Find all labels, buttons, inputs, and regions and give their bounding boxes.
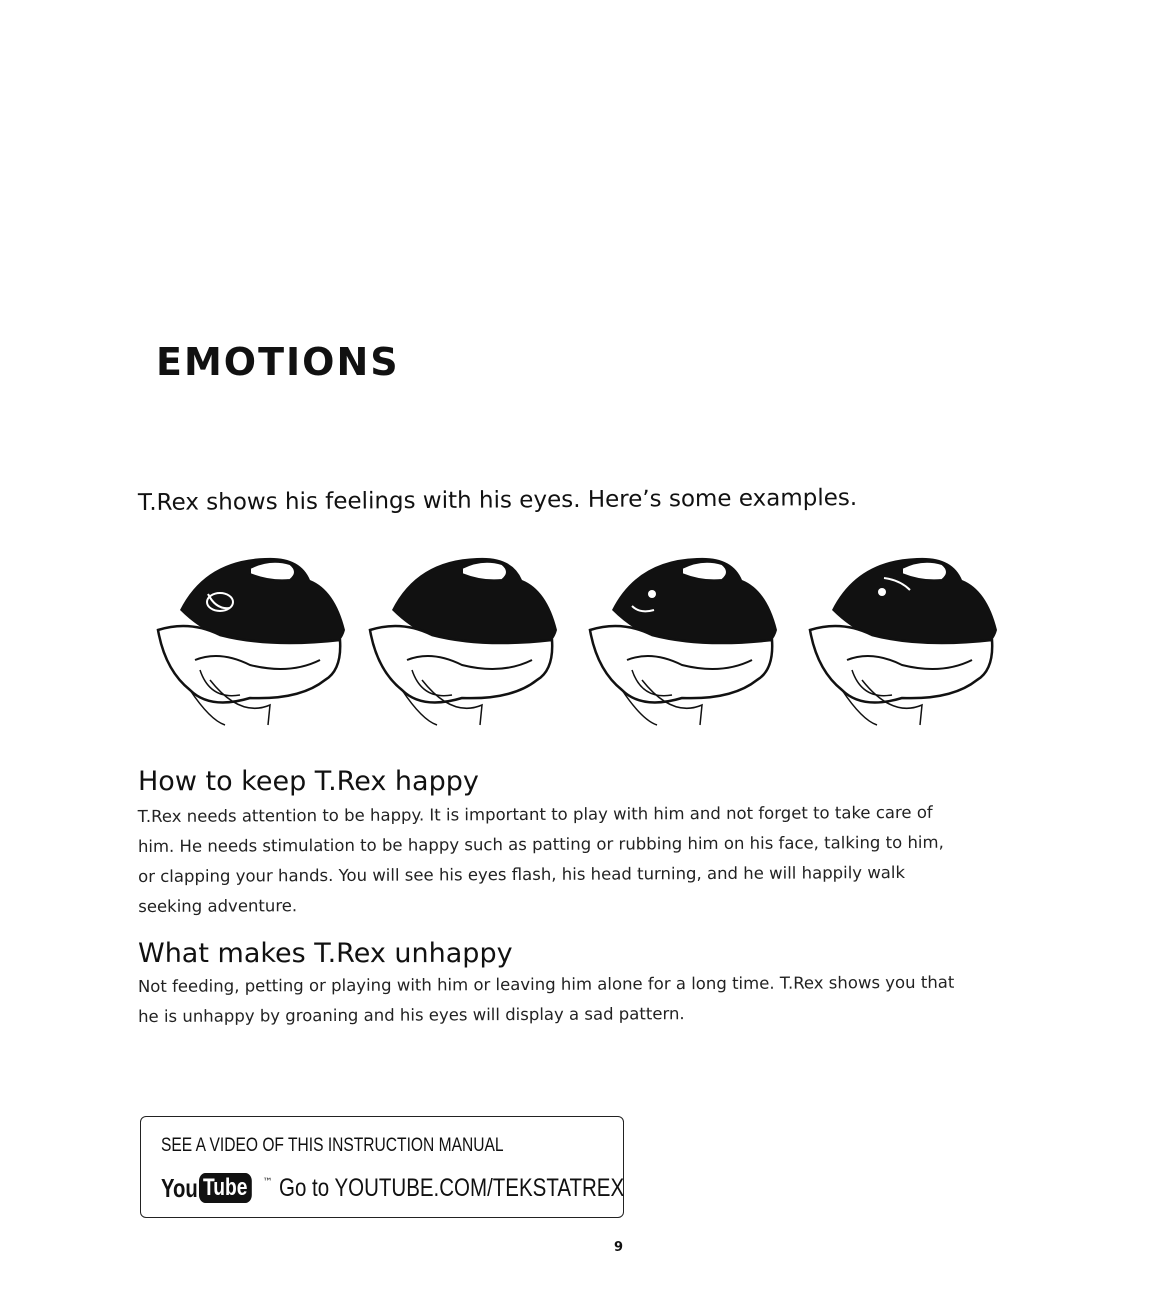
video-callout-box — [140, 1116, 624, 1218]
video-callout-text: SEE A VIDEO OF THIS INSTRUCTION MANUAL — [161, 1135, 504, 1156]
trex-head-sad-eye-icon — [150, 550, 350, 735]
page-title: EMOTIONS — [156, 340, 400, 384]
intro-text: T.Rex shows his feelings with his eyes. Here’s some examples. — [137, 484, 858, 516]
trex-head-angry-eye-icon — [802, 550, 1002, 735]
emotion-examples — [150, 550, 1010, 740]
youtube-link-row[interactable] — [161, 1171, 699, 1205]
happy-paragraph — [138, 797, 1039, 922]
page-number: 9 — [614, 1240, 624, 1255]
trex-head-blank-eye-icon — [362, 550, 562, 735]
trex-head-dot-eye-icon — [582, 550, 782, 735]
unhappy-heading: What makes T.Rex unhappy — [138, 938, 513, 969]
youtube-logo-tube: Tube — [199, 1173, 251, 1203]
happy-heading: How to keep T.Rex happy — [138, 766, 479, 797]
happy-line: seeking adventure. — [138, 896, 298, 916]
youtube-trademark: ™ — [262, 1176, 273, 1188]
unhappy-line: Not feeding, petting or playing with him or leaving him alone for a long time. T.Rex shows you that — [137, 972, 955, 997]
youtube-url-text[interactable]: Go to YOUTUBE.COM/TEKSTATREX — [278, 1173, 624, 1202]
youtube-logo-you: You — [161, 1172, 198, 1203]
happy-line: or clapping your hands. You will see his eyes flash, his head turning, and he will happily walk — [138, 862, 906, 886]
unhappy-line: he is unhappy by groaning and his eyes will display a sad pattern. — [138, 1004, 685, 1026]
happy-line: T.Rex needs attention to be happy. It is important to play with him and not forget to take care of — [137, 802, 933, 827]
unhappy-paragraph — [138, 967, 1038, 1032]
happy-line: him. He needs stimulation to be happy such as patting or rubbing him on his face, talking to him, — [137, 832, 944, 857]
